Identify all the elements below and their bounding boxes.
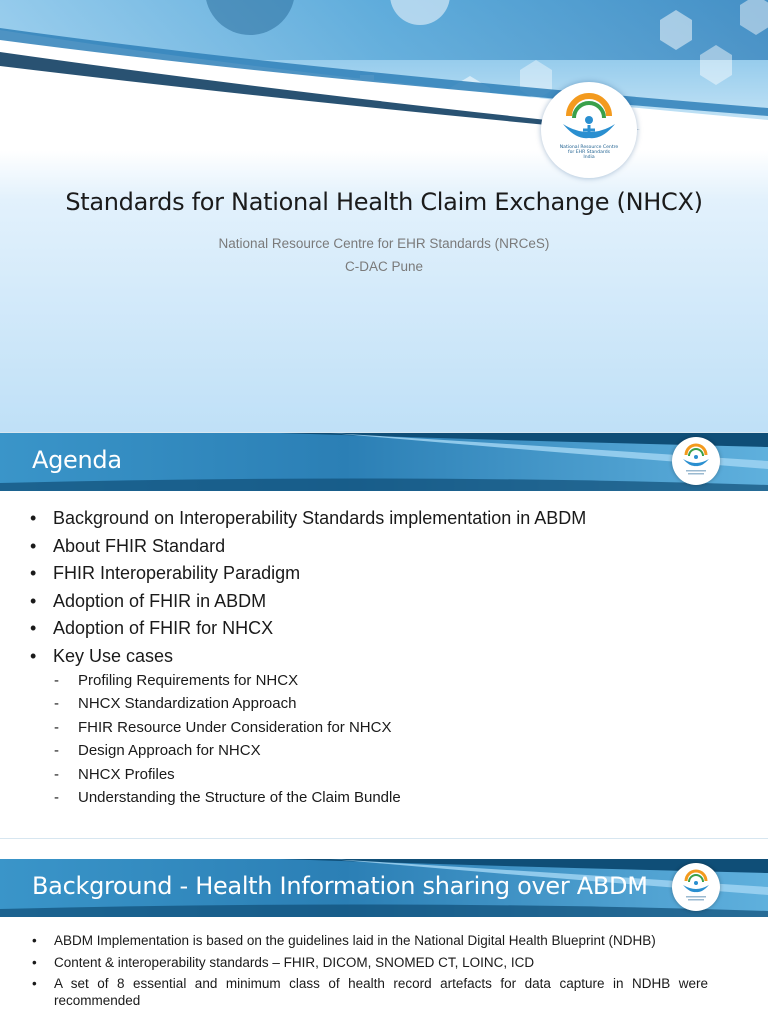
- agenda-list: [30, 505, 750, 670]
- dash-bullet: -: [54, 765, 59, 783]
- agenda-item: [30, 560, 750, 588]
- background-slide: [0, 838, 768, 1025]
- agenda-subitem-text: Profiling Requirements for NHCX: [78, 672, 299, 689]
- nrces-emblem-icon: [672, 863, 720, 911]
- nrces-emblem-icon: [541, 82, 637, 178]
- agenda-item-text: Key Use cases: [53, 645, 174, 666]
- bullet: •: [32, 933, 37, 948]
- bullet: •: [30, 535, 37, 556]
- svg-text:National Resource Centre: National Resource Centre: [559, 145, 619, 150]
- agenda-item-text: About FHIR Standard: [53, 535, 226, 556]
- dash-bullet: -: [54, 695, 59, 713]
- background-item-text: ABDM Implementation is based on the guidelines laid in the National Digital Health Blueprint (NDHB): [54, 933, 656, 948]
- dash-bullet: -: [54, 789, 59, 807]
- agenda-slide: [0, 432, 768, 839]
- agenda-title: Agenda: [32, 446, 122, 474]
- svg-text:for EHR Standards: for EHR Standards: [567, 150, 611, 155]
- bullet: •: [32, 976, 37, 991]
- svg-text:India: India: [583, 155, 595, 160]
- background-item: [32, 976, 708, 1009]
- agenda-item: [30, 533, 750, 561]
- bullet: •: [30, 618, 37, 638]
- background-title: Background - Health Information sharing over ABDM: [32, 872, 648, 900]
- bullet: •: [30, 590, 37, 611]
- organization-location: C-DAC Pune: [344, 259, 424, 274]
- agenda-item-text: Background on Interoperability Standards implementation in ABDM: [53, 508, 587, 528]
- background-item: [32, 955, 708, 972]
- background-item: [32, 933, 708, 950]
- agenda-subitem: [54, 669, 401, 692]
- agenda-subitem: [54, 716, 401, 739]
- background-header-bar: [0, 859, 768, 917]
- agenda-item: [30, 643, 750, 671]
- nrces-logo-small: [672, 437, 720, 485]
- agenda-subitem-text: NHCX Profiles: [78, 765, 175, 783]
- organization-name: National Resource Centre for EHR Standards (NRCeS): [218, 236, 550, 251]
- presentation-title: Standards for National Health Claim Exchange (NHCX): [65, 188, 703, 216]
- background-item-text: A set of 8 essential and minimum class of health record artefacts for data capture in NDHB were recommended: [54, 976, 708, 1008]
- bullet: •: [30, 645, 37, 666]
- agenda-subitem: [54, 763, 401, 786]
- agenda-item: [30, 505, 750, 533]
- agenda-header-bar: [0, 433, 768, 491]
- bullet: •: [32, 954, 37, 970]
- agenda-item-text: FHIR Interoperability Paradigm: [53, 563, 301, 583]
- agenda-item-text: Adoption of FHIR for NHCX: [53, 618, 274, 638]
- medical-banner-graphic: [0, 0, 768, 130]
- agenda-sublist: [54, 669, 401, 809]
- title-slide: [0, 0, 768, 432]
- background-item-text: Content & interoperability standards – FHIR, DICOM, SNOMED CT, LOINC, ICD: [54, 954, 535, 970]
- nrces-emblem-icon: [672, 437, 720, 485]
- agenda-subitem: [54, 692, 401, 715]
- agenda-subitem: [54, 739, 401, 762]
- agenda-subitem-text: Design Approach for NHCX: [78, 742, 261, 760]
- nrces-logo: [541, 82, 637, 178]
- agenda-item: [30, 588, 750, 616]
- agenda-subitem-text: Understanding the Structure of the Claim Bundle: [78, 789, 401, 807]
- bullet: •: [30, 508, 37, 528]
- agenda-subitem: [54, 786, 401, 809]
- background-list: [32, 933, 708, 1014]
- agenda-subitem-text: NHCX Standardization Approach: [78, 695, 297, 713]
- agenda-subitem-text: FHIR Resource Under Consideration for NHCX: [78, 718, 392, 736]
- dash-bullet: -: [54, 672, 59, 689]
- dash-bullet: -: [54, 718, 59, 736]
- dash-bullet: -: [54, 742, 59, 760]
- agenda-item-text: Adoption of FHIR in ABDM: [53, 590, 267, 611]
- bullet: •: [30, 563, 37, 583]
- nrces-logo-small: [672, 863, 720, 911]
- agenda-item: [30, 615, 750, 643]
